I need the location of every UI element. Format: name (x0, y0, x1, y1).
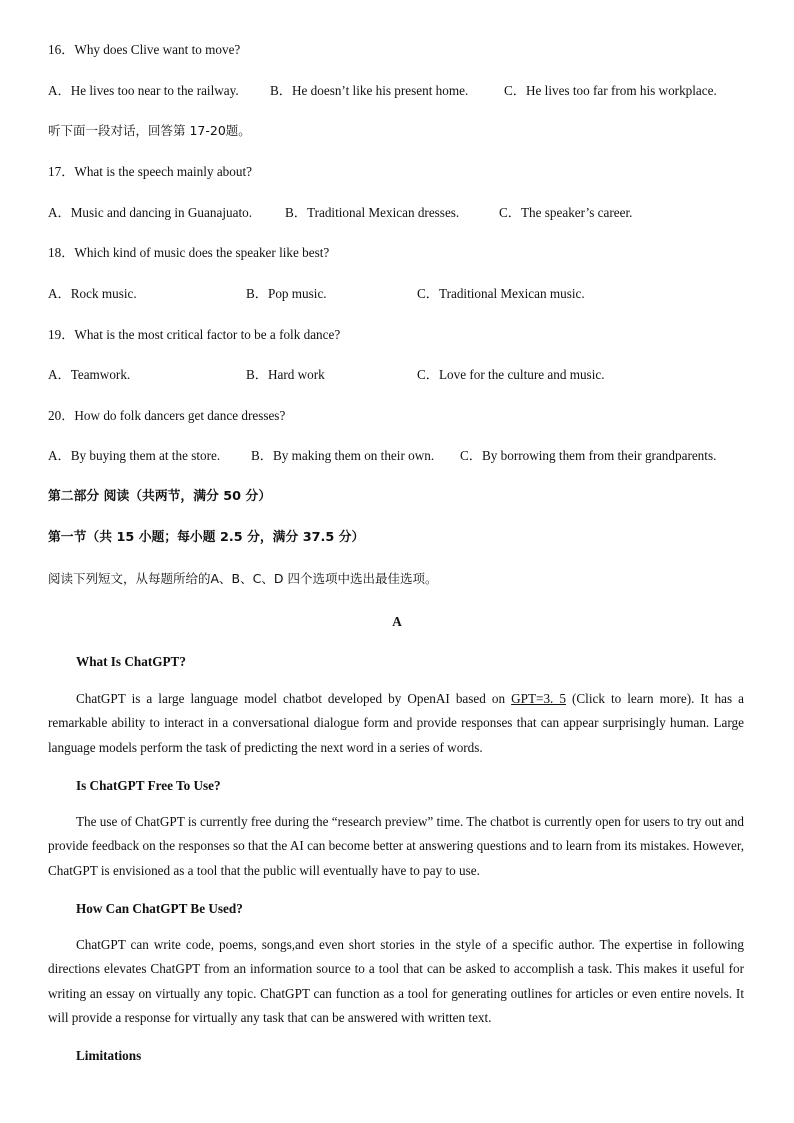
q18-option-b: B．Pop music. (246, 286, 327, 301)
q19-option-a: A．Teamwork. (48, 367, 131, 382)
heading-how-can-chatgpt-be-used: How Can ChatGPT Be Used? (76, 901, 243, 916)
q20-option-b: B．By making them on their own. (251, 448, 435, 463)
heading-what-is-chatgpt: What Is ChatGPT? (76, 654, 186, 669)
reading-instruction: 阅读下列短文，从每题所给的A、B、C、D 四个选项中选出最佳选项。 (48, 571, 438, 586)
q19-option-c: C．Love for the culture and music. (417, 367, 605, 382)
passage-label: A (392, 614, 402, 629)
q17-option-c: C．The speaker’s career. (499, 205, 633, 220)
q16-option-b: B．He doesn’t like his present home. (270, 83, 469, 98)
q18-option-a: A．Rock music. (48, 286, 137, 301)
question-17: 17．What is the speech mainly about? (48, 164, 252, 179)
q16-option-a: A．He lives too near to the railway. (48, 83, 239, 98)
question-18: 18．Which kind of music does the speaker like best? (48, 245, 330, 260)
instruction-17-20: 听下面一段对话，回答第 17-20题。 (48, 123, 251, 138)
paragraph-1-text-start: ChatGPT is a large language model chatbot developed by OpenAI based on (76, 691, 512, 706)
paragraph-2: The use of ChatGPT is currently free during the “research preview” time. The chatbot is currently open for users to try out and provide feedback on the responses so that the AI can become better at answering questions and to learn from its mistakes. However, ChatGPT is envisioned as a tool that the public will eventually have to pay to use. (48, 814, 744, 878)
gpt-link[interactable]: GPT=3. 5 (511, 691, 566, 706)
question-20: 20．How do folk dancers get dance dresses? (48, 408, 286, 423)
paragraph-1-text-end: (Click to learn more). It has a remarkable ability to interact in a conversational dialogue form and provide responses that can appear surprisingly human. Large language models perform the task of predicting the next word in a series of words. (48, 691, 744, 755)
q16-option-c: C．He lives too far from his workplace. (504, 83, 717, 98)
q18-option-c: C．Traditional Mexican music. (417, 286, 585, 301)
q20-option-a: A．By buying them at the store. (48, 448, 221, 463)
part-2-title: 第二部分 阅读（共两节，满分 50 分） (48, 489, 272, 504)
section-1-title: 第一节（共 15 小题；每小题 2.5 分，满分 37.5 分） (48, 530, 365, 545)
heading-is-chatgpt-free: Is ChatGPT Free To Use? (76, 778, 221, 793)
paragraph-1 (48, 687, 744, 760)
q17-option-a: A．Music and dancing in Guanajuato. (48, 205, 252, 220)
question-16: 16．Why does Clive want to move? (48, 42, 241, 57)
paragraph-3: ChatGPT can write code, poems, songs,and even short stories in the style of a specific author. The expertise in following directions elevates ChatGPT from an information source to a tool that can be asked to accomplish a task. This makes it useful for writing an essay on virtually any topic. ChatGPT can function as a tool for generating outlines for articles or even entire novels. It will provide a response for virtually any task that can be answered with written text. (48, 937, 744, 1025)
q20-option-c: C．By borrowing them from their grandparents. (460, 448, 717, 463)
heading-limitations: Limitations (76, 1048, 142, 1063)
question-19: 19．What is the most critical factor to be a folk dance? (48, 327, 341, 342)
q17-option-b: B．Traditional Mexican dresses. (285, 205, 460, 220)
q19-option-b: B．Hard work (246, 367, 325, 382)
